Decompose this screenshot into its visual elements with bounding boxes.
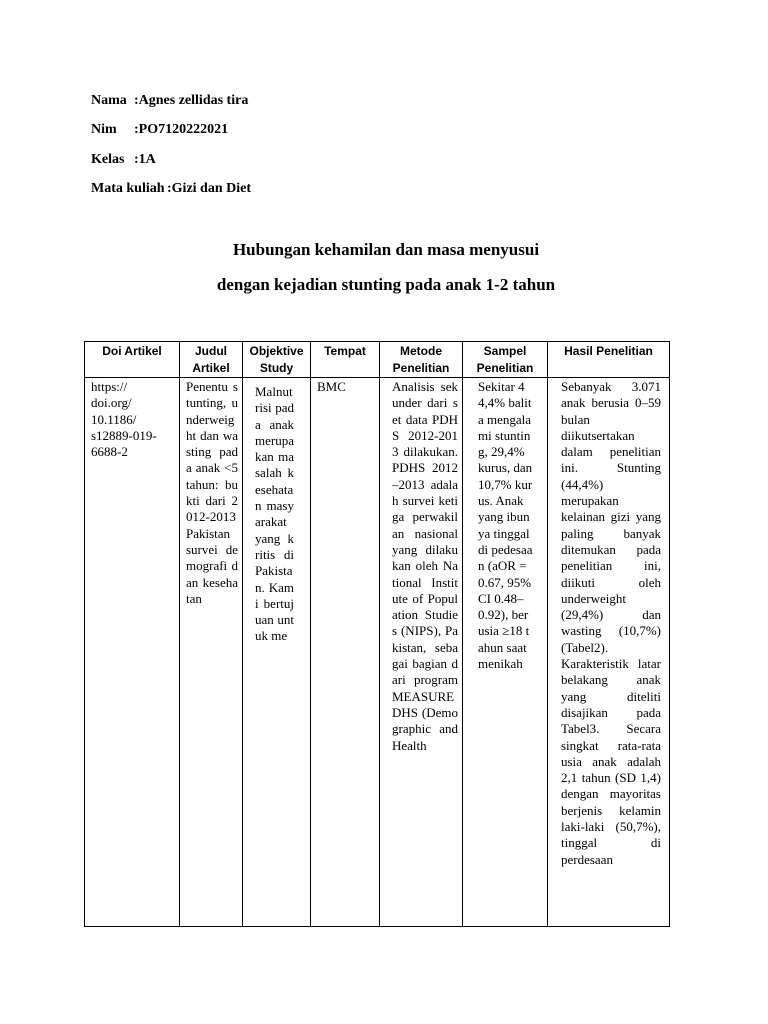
nama-label: Nama — [91, 93, 127, 108]
cell-tempat — [311, 378, 380, 927]
nama-value: :Agnes zellidas tira — [134, 93, 249, 108]
header-doi-artikel: Doi Artikel — [85, 342, 180, 378]
kelas-value: :1A — [134, 152, 156, 167]
nama-row — [91, 92, 248, 110]
header-objektive-study: Objektive Study — [243, 342, 311, 378]
kelas-label: Kelas — [91, 152, 125, 167]
judul-text: Penentu stunting, underweight dan wasting pada anak <5 tahun: bukti dari 2012-2013 Pakistan survei demografi dan kesehatan — [186, 379, 238, 606]
sampel-text: Sekitar 44,4% balita mengalami stunting, 29,4% kurus, dan 10,7% kurus. Anak yang ibunya tinggal di pedesaan (aOR = 0.67, 95%CI 0.48–0.92), berusia ≥18 tahun saat menikah — [478, 379, 533, 672]
table-row — [85, 378, 670, 927]
header-tempat: Tempat — [311, 342, 380, 378]
metode-text: Analisis sekunder dari set data PDHS 2012-2013 dilakukan. PDHS 2012–2013 adalah survei ketiga perwakilan nasional yang dilakukan oleh National Institute of Population Studies (NIPS), Pakistan, sebagai bagian dari program MEASURE DHS (Demographic and Health — [392, 379, 458, 753]
mata-kuliah-row — [91, 180, 251, 198]
header-metode-penelitian: Metode Penelitian — [380, 342, 463, 378]
cell-objektive — [243, 378, 311, 927]
nim-row — [91, 121, 228, 139]
nim-value: :PO7120222021 — [134, 122, 229, 137]
mata-kuliah-value: :Gizi dan Diet — [167, 181, 251, 196]
page-title-line1: Hubungan kehamilan dan masa menyusui — [232, 240, 540, 259]
doi-text: https:// doi.org/ 10.1186/ s12889-019-6688-2 — [91, 379, 157, 460]
cell-sampel — [463, 378, 548, 927]
hasil-text: Sebanyak 3.071 anak berusia 0–59 bulan diikutsertakan dalam penelitian ini. Stunting (44,4%) merupakan kelainan gizi yang paling banyak ditemukan pada penelitian ini, diikuti oleh underweight (29,4%) dan wasting (10,7%) (Tabel2). Karakteristik latar belakang anak yang diteliti disajikan pada Tabel3. Secara singkat rata-rata usia anak adalah 2,1 tahun (SD 1,4) dengan mayoritas berjenis kelamin laki-laki (50,7%), tinggal di perdesaan — [561, 379, 661, 867]
nim-label: Nim — [91, 122, 117, 137]
cell-judul — [180, 378, 243, 927]
header-sampel-penelitian: Sampel Penelitian — [463, 342, 548, 378]
page-title-line2: dengan kejadian stunting pada anak 1-2 tahun — [216, 275, 556, 294]
header-hasil-penelitian: Hasil Penelitian — [548, 342, 670, 378]
cell-hasil — [548, 378, 670, 927]
kelas-row — [91, 151, 156, 169]
cell-doi — [85, 378, 180, 927]
tempat-text: BMC — [317, 379, 346, 394]
objektive-text: Malnutrisi pada anak merupakan masalah kesehatan masyarakat yang kritis di Pakistan. Kami bertujuan untuk me — [255, 384, 294, 644]
cell-metode — [380, 378, 463, 927]
header-judul-artikel: Judul Artikel — [180, 342, 243, 378]
mata-kuliah-label: Mata kuliah — [91, 181, 165, 196]
research-table — [84, 341, 670, 927]
table-header-row — [85, 342, 670, 378]
